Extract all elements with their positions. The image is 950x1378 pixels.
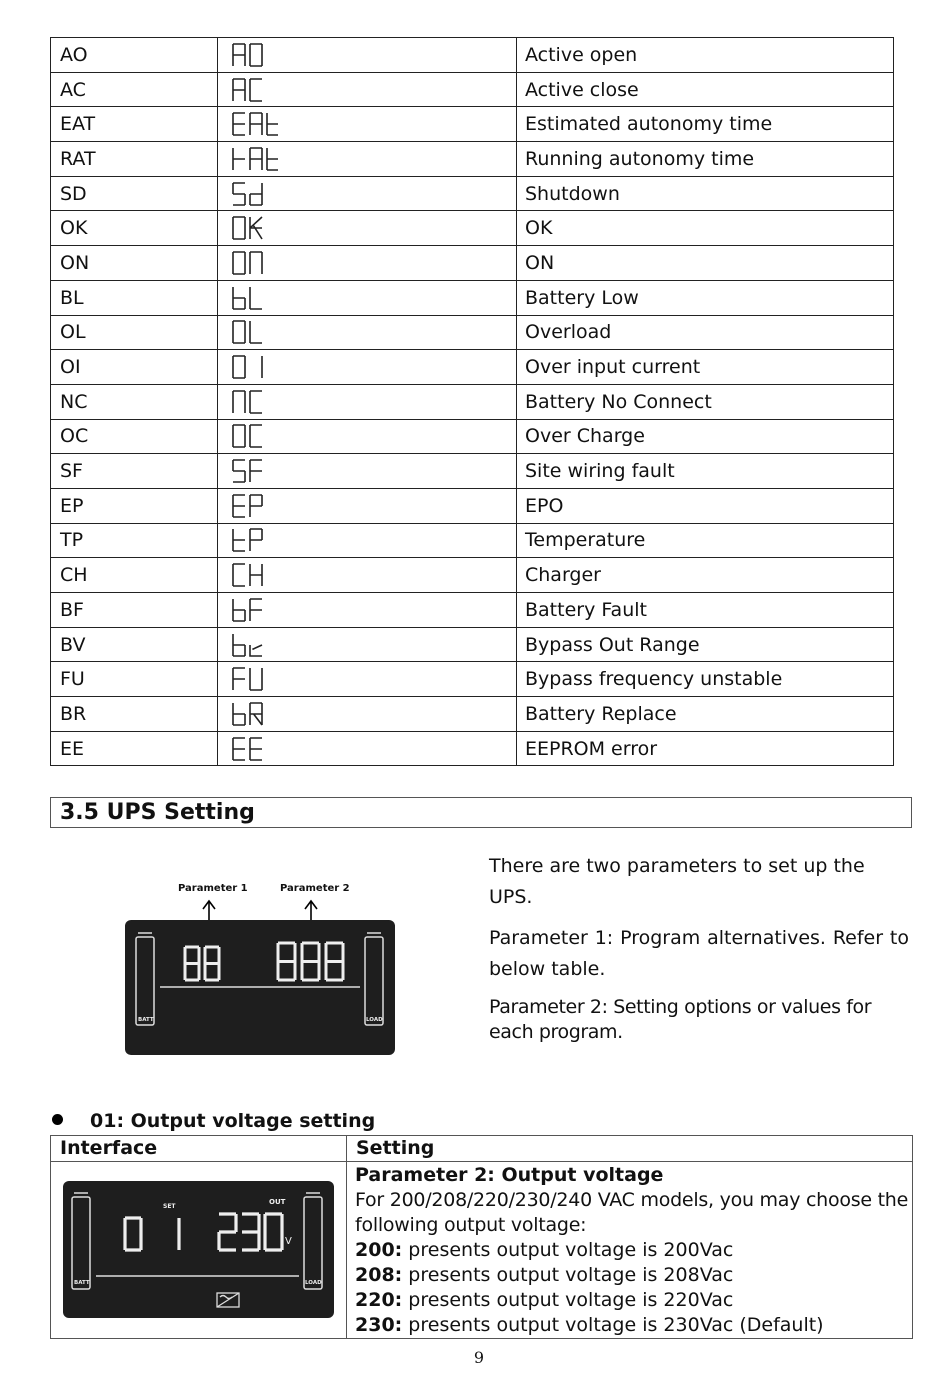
output-voltage-lcd (51, 1162, 345, 1338)
lcd-display-cell (218, 419, 517, 454)
parameter-1-description: Parameter 1: Program alternatives. Refer to below table. (489, 927, 909, 980)
code-row (51, 315, 894, 350)
segment-glyph (233, 564, 245, 586)
lcd-code-glyph (228, 284, 278, 312)
section-heading: 3.5 UPS Setting (50, 797, 912, 828)
segment-glyph (233, 391, 245, 413)
code-row (51, 350, 894, 385)
segment-glyph (233, 634, 245, 656)
code-table (50, 37, 894, 766)
voltage-option-text: presents output voltage is 220Vac (402, 1289, 734, 1311)
segment-glyph (233, 113, 245, 135)
segment-glyph (250, 252, 262, 274)
code-cell: FU (51, 662, 218, 697)
code-row (51, 419, 894, 454)
voltage-option (355, 1263, 912, 1288)
code-row (51, 627, 894, 662)
lcd-code-glyph (228, 110, 278, 138)
code-cell: OI (51, 350, 218, 385)
code-row (51, 523, 894, 558)
code-row (51, 142, 894, 177)
lcd-diagram (110, 875, 410, 1065)
segment-glyph (267, 113, 278, 135)
segment-glyph (250, 321, 262, 343)
code-row (51, 384, 894, 419)
code-table-body (51, 38, 894, 766)
segment-glyph (233, 44, 245, 66)
load-label: LOAD (305, 1280, 322, 1286)
voltage-option (355, 1313, 912, 1338)
segment-glyph (233, 148, 245, 170)
meaning-cell: Battery Fault (517, 593, 894, 628)
lcd-code-glyph (228, 145, 278, 173)
code-row (51, 454, 894, 489)
lcd-display-cell (218, 107, 517, 142)
segment-glyph (250, 599, 262, 621)
segment-glyph (233, 738, 245, 760)
page-number: 9 (473, 1348, 485, 1367)
segment-glyph (233, 495, 245, 517)
batt-label: BATT (74, 1280, 90, 1286)
segment-glyph (250, 703, 262, 725)
lcd-display-cell (218, 350, 517, 385)
lcd-code-glyph (228, 353, 278, 381)
lcd-code-glyph (228, 422, 278, 450)
segment-glyph (250, 425, 262, 447)
code-cell: ON (51, 246, 218, 281)
segment-glyph (250, 529, 262, 551)
code-cell: AC (51, 72, 218, 107)
code-cell: BR (51, 697, 218, 732)
lcd-display-cell (218, 384, 517, 419)
code-row (51, 211, 894, 246)
code-row (51, 593, 894, 628)
code-cell: OK (51, 211, 218, 246)
lcd-display-cell (218, 731, 517, 766)
meaning-cell: Estimated autonomy time (517, 107, 894, 142)
segment-glyph (233, 356, 245, 378)
code-cell: OL (51, 315, 218, 350)
lcd-display-cell (218, 176, 517, 211)
meaning-cell: Over input current (517, 350, 894, 385)
lcd-display-cell (218, 246, 517, 281)
load-label: LOAD (366, 1017, 383, 1023)
code-cell: SF (51, 454, 218, 489)
segment-glyph (250, 217, 262, 239)
code-row (51, 246, 894, 281)
meaning-cell: ON (517, 246, 894, 281)
meaning-cell: Battery No Connect (517, 384, 894, 419)
code-row (51, 38, 894, 73)
parameter-1-label: Parameter 1 (178, 883, 248, 894)
code-cell: BL (51, 280, 218, 315)
lcd-display-cell (218, 593, 517, 628)
voltage-option (355, 1238, 912, 1263)
batt-label: BATT (138, 1017, 154, 1023)
voltage-option (355, 1288, 912, 1313)
voltage-option-key: 208: (355, 1264, 403, 1286)
setting-01-heading (52, 1110, 375, 1132)
code-row (51, 558, 894, 593)
voltage-option-text: presents output voltage is 230Vac (Default) (402, 1314, 824, 1336)
lcd-code-glyph (228, 596, 278, 624)
segment-glyph (233, 460, 245, 482)
setting-01-table (50, 1135, 913, 1339)
parameter-2-label: Parameter 2 (280, 883, 350, 894)
segment-glyph (250, 148, 262, 170)
setting-01-heading-text: 01: Output voltage setting (90, 1110, 376, 1132)
segment-glyph (250, 113, 262, 135)
meaning-cell: EEPROM error (517, 731, 894, 766)
setting-cell (347, 1162, 913, 1339)
code-row (51, 72, 894, 107)
segment-glyph (250, 495, 262, 517)
meaning-cell: OK (517, 211, 894, 246)
interface-column-header: Interface (51, 1136, 347, 1162)
lcd-display-cell (218, 523, 517, 558)
setting-column-header: Setting (347, 1136, 913, 1162)
lcd-display-cell (218, 454, 517, 489)
lcd-parameter-figure (110, 875, 410, 1065)
meaning-cell: Battery Replace (517, 697, 894, 732)
voltage-option-key: 230: (355, 1314, 403, 1336)
segment-glyph (233, 321, 245, 343)
segment-glyph (233, 79, 245, 101)
code-cell: EP (51, 488, 218, 523)
segment-glyph (250, 460, 262, 482)
meaning-cell: Bypass Out Range (517, 627, 894, 662)
code-cell: CH (51, 558, 218, 593)
lcd-code-glyph (228, 214, 278, 242)
segment-glyph (250, 44, 262, 66)
segment-glyph (233, 287, 245, 309)
segment-glyph (233, 529, 245, 551)
lcd-code-glyph (228, 388, 278, 416)
code-cell: BV (51, 627, 218, 662)
code-cell: TP (51, 523, 218, 558)
out-label: OUT (269, 1198, 286, 1206)
segment-glyph (250, 668, 262, 690)
voltage-option-text: presents output voltage is 200Vac (402, 1239, 734, 1261)
segment-glyph (250, 79, 262, 101)
lcd-code-glyph (228, 41, 278, 69)
lcd-display-cell (218, 662, 517, 697)
voltage-option-key: 220: (355, 1289, 403, 1311)
meaning-cell: Active close (517, 72, 894, 107)
code-cell: EAT (51, 107, 218, 142)
set-label: SET (163, 1203, 176, 1210)
segment-glyph (250, 391, 262, 413)
lcd-code-glyph (228, 631, 278, 659)
bullet-icon (52, 1114, 63, 1125)
lcd-display-cell (218, 38, 517, 73)
code-row (51, 731, 894, 766)
meaning-cell: Overload (517, 315, 894, 350)
lcd-code-glyph (228, 700, 278, 728)
lcd-code-glyph (228, 561, 278, 589)
segment-glyph (250, 738, 262, 760)
lcd-display-cell (218, 72, 517, 107)
intro-sentence: There are two parameters to set up the UPS. (489, 855, 865, 908)
lcd-display-cell (218, 558, 517, 593)
segment-glyph (233, 252, 245, 274)
segment-glyph (233, 183, 245, 205)
voltage-option-text: presents output voltage is 208Vac (402, 1264, 734, 1286)
code-cell: NC (51, 384, 218, 419)
segment-glyph (250, 564, 262, 586)
code-row (51, 662, 894, 697)
setting-description: For 200/208/220/230/240 VAC models, you may choose the following output voltage: (355, 1189, 909, 1236)
meaning-cell: EPO (517, 488, 894, 523)
code-cell: SD (51, 176, 218, 211)
parameter-2-description: Parameter 2: Setting options or values for each program. (489, 996, 872, 1043)
segment-glyph (233, 668, 245, 690)
lcd-display-cell (218, 280, 517, 315)
code-cell: RAT (51, 142, 218, 177)
lcd-code-glyph (228, 492, 278, 520)
meaning-cell: Running autonomy time (517, 142, 894, 177)
segment-glyph (233, 217, 245, 239)
lcd-code-glyph (228, 526, 278, 554)
intro-text (489, 851, 909, 1055)
meaning-cell: Charger (517, 558, 894, 593)
segment-glyph (233, 703, 245, 725)
segment-glyph (250, 645, 262, 656)
parameter-1-arrow (203, 901, 215, 922)
segment-glyph (267, 148, 278, 170)
meaning-cell: Shutdown (517, 176, 894, 211)
code-row (51, 697, 894, 732)
voltage-option-key: 200: (355, 1239, 403, 1261)
lcd-display-cell (218, 627, 517, 662)
lcd-display-cell (218, 315, 517, 350)
lcd-display-cell (218, 142, 517, 177)
lcd-code-glyph (228, 318, 278, 346)
code-row (51, 176, 894, 211)
code-cell: OC (51, 419, 218, 454)
code-cell: BF (51, 593, 218, 628)
lcd-code-glyph (228, 735, 278, 763)
segment-glyph (233, 425, 245, 447)
lcd-display-cell (218, 697, 517, 732)
meaning-cell: Battery Low (517, 280, 894, 315)
interface-cell (51, 1162, 347, 1339)
code-row (51, 107, 894, 142)
lcd-display-cell (218, 488, 517, 523)
meaning-cell: Temperature (517, 523, 894, 558)
lcd-panel (63, 1181, 334, 1318)
code-row (51, 488, 894, 523)
lcd-code-glyph (228, 76, 278, 104)
meaning-cell: Over Charge (517, 419, 894, 454)
code-cell: AO (51, 38, 218, 73)
lcd-code-glyph (228, 249, 278, 277)
voltage-options-list (355, 1238, 912, 1338)
lcd-display-cell (218, 211, 517, 246)
parameter-2-title: Parameter 2: Output voltage (355, 1164, 664, 1186)
unit-label: V (285, 1236, 292, 1247)
lcd-code-glyph (228, 180, 278, 208)
meaning-cell: Bypass frequency unstable (517, 662, 894, 697)
code-cell: EE (51, 731, 218, 766)
segment-glyph (233, 599, 245, 621)
segment-glyph (250, 183, 262, 205)
lcd-code-glyph (228, 665, 278, 693)
segment-glyph (250, 287, 262, 309)
lcd-code-glyph (228, 457, 278, 485)
meaning-cell: Site wiring fault (517, 454, 894, 489)
meaning-cell: Active open (517, 38, 894, 73)
code-row (51, 280, 894, 315)
parameter-2-arrow (305, 901, 317, 922)
